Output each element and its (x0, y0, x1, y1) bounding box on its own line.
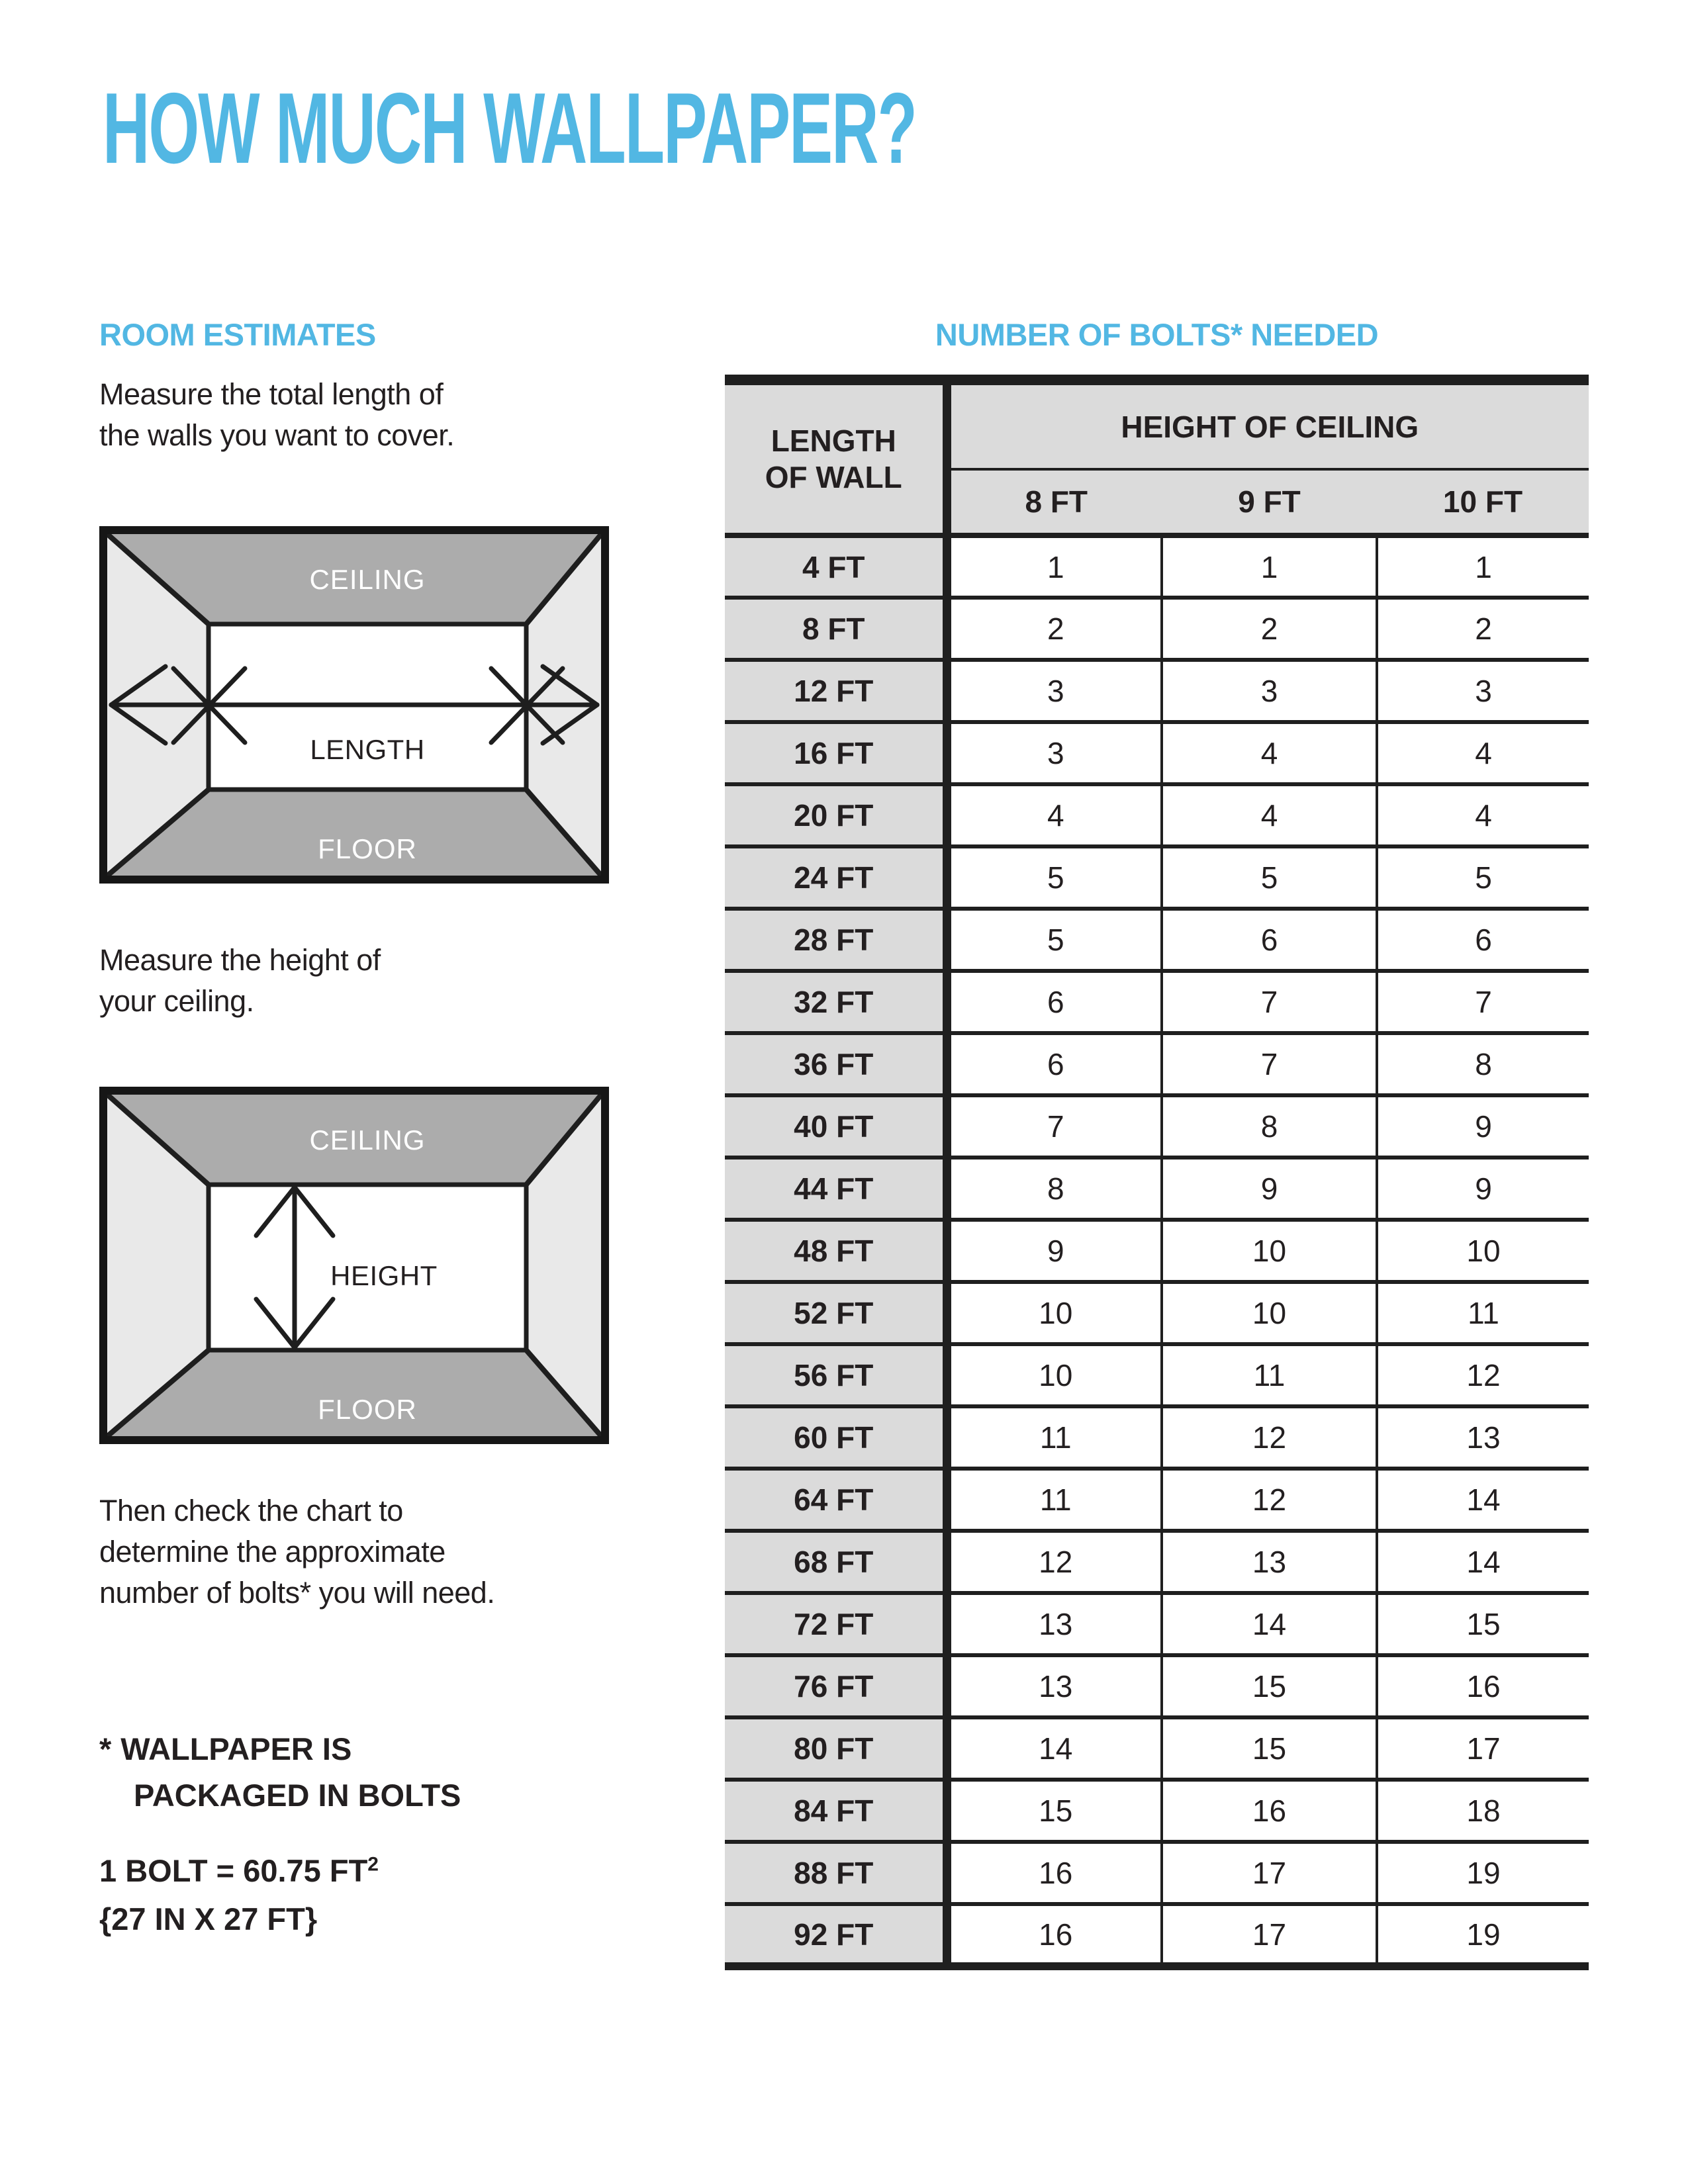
bolt-count-cell: 16 (1162, 1780, 1377, 1842)
bolt-count-cell: 17 (1162, 1842, 1377, 1904)
table-row (725, 1220, 1589, 1282)
height-of-ceiling-header: HEIGHT OF CEILING (947, 380, 1589, 469)
bolt-count-cell: 8 (947, 1158, 1162, 1220)
bolt-count-cell: 19 (1377, 1842, 1589, 1904)
table-row (725, 1780, 1589, 1842)
bolt-count-cell: 19 (1377, 1904, 1589, 1966)
bolt-count-cell: 4 (1162, 722, 1377, 784)
row-label: 88 FT (725, 1842, 947, 1904)
table-row (725, 660, 1589, 722)
bolt-count-cell: 15 (1162, 1717, 1377, 1780)
instruction-line: determine the approximate (99, 1535, 445, 1569)
ceiling-label: CEILING (309, 564, 426, 595)
bolt-equation: 1 BOLT = 60.75 $FT^2$ (99, 1853, 379, 1888)
bolt-count-cell: 13 (947, 1593, 1162, 1655)
bolt-count-cell: 3 (947, 722, 1162, 784)
bolt-count-cell: 12 (1377, 1344, 1589, 1406)
instruction-check-chart (99, 1490, 494, 1614)
row-label: 8 FT (725, 598, 947, 660)
table-row (725, 1717, 1589, 1780)
bolt-count-cell: 13 (947, 1655, 1162, 1717)
row-label: 12 FT (725, 660, 947, 722)
table-row (725, 1158, 1589, 1220)
bolt-count-cell: 2 (947, 598, 1162, 660)
table-row (725, 535, 1589, 598)
bolt-size-info (99, 1846, 379, 1943)
bolt-count-cell: 16 (947, 1904, 1162, 1966)
row-label: 68 FT (725, 1531, 947, 1593)
bolts-table-container (725, 375, 1589, 1970)
row-label: 84 FT (725, 1780, 947, 1842)
bolt-count-cell: 5 (1162, 846, 1377, 909)
row-label: 44 FT (725, 1158, 947, 1220)
table-row (725, 1842, 1589, 1904)
bolt-count-cell: 6 (947, 971, 1162, 1033)
bolt-count-cell: 11 (947, 1469, 1162, 1531)
room-estimates-heading: ROOM ESTIMATES (99, 317, 376, 352)
row-label: 92 FT (725, 1904, 947, 1966)
bolt-count-cell: 10 (1162, 1282, 1377, 1344)
table-row (725, 909, 1589, 971)
row-label: 72 FT (725, 1593, 947, 1655)
table-row (725, 1655, 1589, 1717)
row-label: 4 FT (725, 535, 947, 598)
row-label: 60 FT (725, 1406, 947, 1469)
floor-label: FLOOR (318, 833, 417, 864)
table-row (725, 1531, 1589, 1593)
bolt-count-cell: 1 (947, 535, 1162, 598)
table-row (725, 971, 1589, 1033)
row-label: 20 FT (725, 784, 947, 846)
bolt-count-cell: 5 (947, 909, 1162, 971)
bolt-count-cell: 3 (1162, 660, 1377, 722)
bolt-count-cell: 2 (1162, 598, 1377, 660)
row-label: 28 FT (725, 909, 947, 971)
corner-cell (725, 380, 947, 535)
bolt-count-cell: 10 (1162, 1220, 1377, 1282)
bolt-count-cell: 10 (1377, 1220, 1589, 1282)
bolt-count-cell: 15 (947, 1780, 1162, 1842)
squared-exponent: 2 (367, 1853, 379, 1876)
bolt-count-cell: 7 (1377, 971, 1589, 1033)
bolt-count-cell: 7 (1162, 1033, 1377, 1095)
footnote-line (99, 1726, 461, 1772)
table-row (725, 1593, 1589, 1655)
ceiling-label: CEILING (309, 1124, 426, 1156)
height-measure-label: HEIGHT (330, 1260, 438, 1291)
bolt-count-cell: 9 (947, 1220, 1162, 1282)
bolt-count-cell: 15 (1162, 1655, 1377, 1717)
bolt-count-cell: 5 (1377, 846, 1589, 909)
bolt-count-cell: 3 (947, 660, 1162, 722)
table-row (725, 722, 1589, 784)
bolt-count-cell: 13 (1377, 1406, 1589, 1469)
footnote-text: WALLPAPER IS (120, 1731, 352, 1766)
table-row (725, 1344, 1589, 1406)
bolt-count-cell: 9 (1162, 1158, 1377, 1220)
table-row (725, 1469, 1589, 1531)
bolt-count-cell: 6 (947, 1033, 1162, 1095)
bolt-count-cell: 7 (947, 1095, 1162, 1158)
bolt-count-cell: 9 (1377, 1158, 1589, 1220)
bolt-count-cell: 11 (947, 1406, 1162, 1469)
table-row (725, 784, 1589, 846)
row-label: 36 FT (725, 1033, 947, 1095)
row-label: 76 FT (725, 1655, 947, 1717)
instruction-measure-height (99, 940, 381, 1022)
bolt-count-cell: 8 (1377, 1033, 1589, 1095)
table-row (725, 1095, 1589, 1158)
bolt-count-cell: 4 (947, 784, 1162, 846)
bolt-count-cell: 5 (947, 846, 1162, 909)
bolt-count-cell: 14 (1162, 1593, 1377, 1655)
row-label: 32 FT (725, 971, 947, 1033)
row-label: 48 FT (725, 1220, 947, 1282)
bolt-count-cell: 13 (1162, 1531, 1377, 1593)
instruction-line: your ceiling. (99, 984, 254, 1018)
bolts-table-body (725, 535, 1589, 1966)
instruction-line: Then check the chart to (99, 1494, 403, 1527)
bolt-count-cell: 15 (1377, 1593, 1589, 1655)
corner-line: OF WALL (765, 459, 902, 494)
bolt-count-cell: 11 (1377, 1282, 1589, 1344)
instruction-line: Measure the total length of (99, 377, 444, 411)
instruction-measure-length (99, 374, 454, 456)
bolts-table (725, 375, 1589, 1970)
wallpaper-bolts-footnote (99, 1726, 461, 1819)
instruction-line: Measure the height of (99, 943, 381, 977)
table-row (725, 846, 1589, 909)
table-row (725, 1904, 1589, 1966)
row-label: 16 FT (725, 722, 947, 784)
bolt-count-cell: 6 (1377, 909, 1589, 971)
row-label: 24 FT (725, 846, 947, 909)
table-row (725, 1282, 1589, 1344)
bolt-count-cell: 8 (1162, 1095, 1377, 1158)
col-header: 8 FT (947, 469, 1162, 535)
floor-label: FLOOR (318, 1394, 417, 1425)
bolt-count-cell: 14 (1377, 1531, 1589, 1593)
bolt-count-cell: 4 (1377, 784, 1589, 846)
bolt-count-cell: 12 (947, 1531, 1162, 1593)
bolt-count-cell: 12 (1162, 1469, 1377, 1531)
group-header-row (725, 380, 1589, 469)
room-height-diagram (99, 1087, 609, 1444)
col-header: 10 FT (1377, 469, 1589, 535)
bolt-count-cell: 7 (1162, 971, 1377, 1033)
table-row (725, 598, 1589, 660)
bolt-count-cell: 14 (947, 1717, 1162, 1780)
bolt-count-cell: 2 (1377, 598, 1589, 660)
row-label: 40 FT (725, 1095, 947, 1158)
row-label: 52 FT (725, 1282, 947, 1344)
bolt-count-cell: 17 (1162, 1904, 1377, 1966)
table-row (725, 1033, 1589, 1095)
row-label: 80 FT (725, 1717, 947, 1780)
footnote-text: PACKAGED IN BOLTS (134, 1778, 461, 1813)
bolt-count-cell: 17 (1377, 1717, 1589, 1780)
row-label: 56 FT (725, 1344, 947, 1406)
table-row (725, 1406, 1589, 1469)
bolts-needed-heading: NUMBER OF BOLTS* NEEDED (935, 317, 1379, 352)
col-header: 9 FT (1162, 469, 1377, 535)
bolt-count-cell: 10 (947, 1282, 1162, 1344)
instruction-line: the walls you want to cover. (99, 418, 455, 452)
bolt-count-cell: 9 (1377, 1095, 1589, 1158)
page-title: HOW MUCH WALLPAPER? (103, 72, 916, 185)
corner-line: LENGTH (771, 424, 896, 459)
instruction-line: number of bolts* you will need. (99, 1576, 495, 1610)
bolt-count-cell: 18 (1377, 1780, 1589, 1842)
room-length-diagram (99, 526, 609, 884)
length-measure-label: LENGTH (310, 734, 425, 765)
bolt-dimensions: {27 IN X 27 FT} (99, 1901, 318, 1936)
row-label: 64 FT (725, 1469, 947, 1531)
bolt-count-cell: 12 (1162, 1406, 1377, 1469)
bolt-count-cell: 10 (947, 1344, 1162, 1406)
bolt-count-cell: 14 (1377, 1469, 1589, 1531)
bolt-count-cell: 11 (1162, 1344, 1377, 1406)
asterisk: * (99, 1731, 112, 1766)
bolt-count-cell: 16 (947, 1842, 1162, 1904)
bolt-count-cell: 16 (1377, 1655, 1589, 1717)
bolt-count-cell: 1 (1162, 535, 1377, 598)
bolt-count-cell: 3 (1377, 660, 1589, 722)
bolt-count-cell: 6 (1162, 909, 1377, 971)
bolt-count-cell: 4 (1377, 722, 1589, 784)
bolt-count-cell: 1 (1377, 535, 1589, 598)
bolt-count-cell: 4 (1162, 784, 1377, 846)
